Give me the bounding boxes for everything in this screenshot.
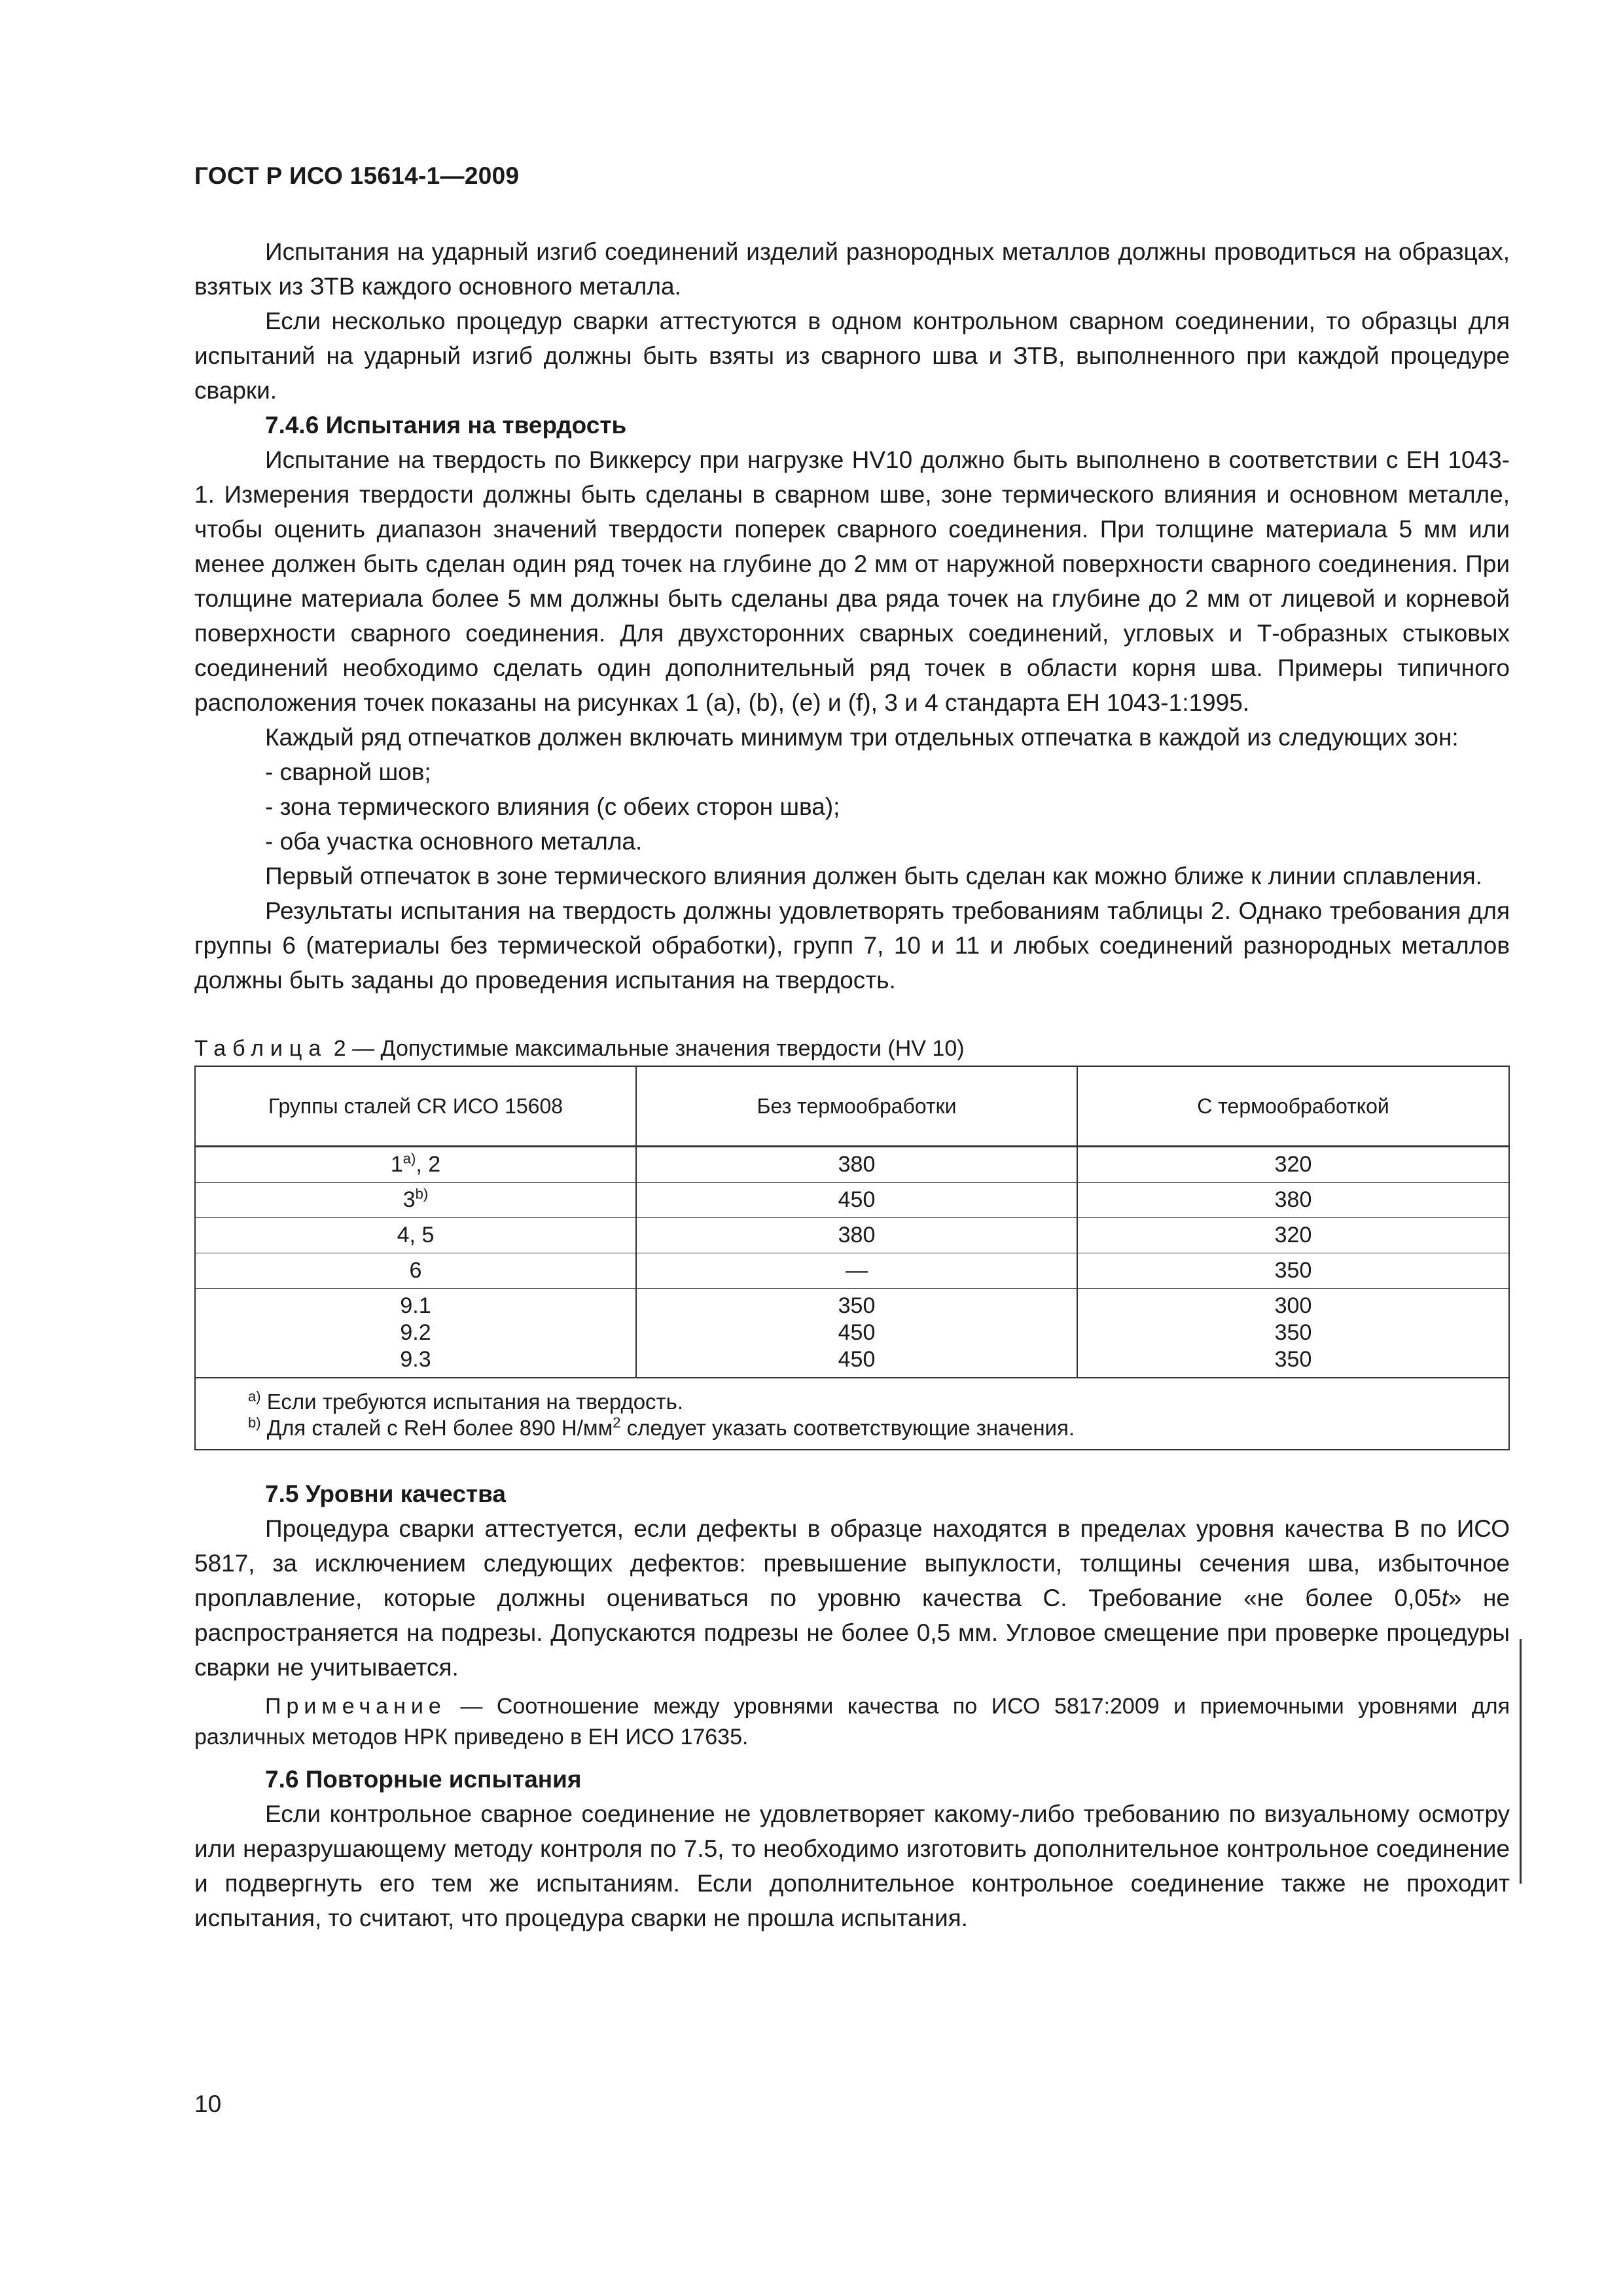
- table-header-row: [195, 1066, 1509, 1147]
- table-cell-without: 380: [636, 1218, 1077, 1253]
- table-cell-group: 6: [195, 1253, 636, 1289]
- table-caption-text: 2 — Допустимые максимальные значения твердости (HV 10): [327, 1036, 965, 1061]
- note-text: — Соотношение между уровнями качества по ИСО 5817:2009 и приемочными уровнями для различных методов НРК приведено в ЕН ИСО 17635.: [194, 1694, 1510, 1749]
- table-cell-without: 380: [636, 1147, 1077, 1183]
- section-heading-7-5: 7.5 Уровни качества: [265, 1480, 506, 1507]
- footnote: $^{a)}$ Если требуются испытания на твердость.: [248, 1388, 684, 1414]
- page-body: [194, 234, 1510, 1935]
- paragraph: Первый отпечаток в зоне термического влияния должен быть сделан как можно ближе к линии сплавления.: [265, 863, 1482, 889]
- paragraph: Процедура сварки аттестуется, если дефекты в образце находятся в пределах уровня качества В по ИСО 5817, за исключением следующих дефектов: превышение выпуклости, толщины сечения шва, избыточное проплавление, которые должны оцениваться по уровню качества С. Требование «не более 0,05t» не распространяется на подрезы. Допускаются подрезы не более 0,5 мм. Угловое смещение при проверке процедуры сварки не учитывается.: [194, 1515, 1510, 1681]
- table-cell-group: 3$^{b)}$: [195, 1183, 636, 1218]
- paragraph: Испытание на твердость по Виккерсу при нагрузке HV10 должно быть выполнено в соответствии с ЕН 1043-1. Измерения твердости должны быть сделаны в сварном шве, зоне термического влияния и основном металле, чтобы оценить диапазон значений твердости поперек сварного соединения. При толщине материала 5 мм или менее должен быть сделан один ряд точек на глубине до 2 мм от наружной поверхности сварного соединения. При толщине материала более 5 мм должны быть сделаны два ряда точек на глубине до 2 мм от лицевой и корневой поверхности сварного соединения. Для двухсторонних сварных соединений, угловых и Т-образных стыковых соединений необходимо сделать один дополнительный ряд точек в области корня шва. Примеры типичного расположения точек показаны на рисунках 1 (а), (b), (е) и (f), 3 и 4 стандарта ЕН 1043-1:1995.: [194, 446, 1510, 716]
- table-cell-with: 380: [1077, 1183, 1509, 1218]
- column-header-without-heat-treatment: Без термообработки: [636, 1066, 1077, 1147]
- note: [194, 1691, 1510, 1753]
- column-header-steel-groups: Группы сталей CR ИСО 15608: [195, 1066, 636, 1147]
- table-cell-group: 4, 5: [195, 1218, 636, 1253]
- paragraph: Результаты испытания на твердость должны удовлетворять требованиям таблицы 2. Однако требования для группы 6 (материалы без термической обработки), групп 7, 10 и 11 и любых соединений разнородных металлов должны быть заданы до проведения испытания на твердость.: [194, 897, 1510, 994]
- table-row: [195, 1253, 1509, 1289]
- table-cell-with: 320: [1077, 1147, 1509, 1183]
- hardness-table: [194, 1066, 1510, 1450]
- footnote: $^{b)}$ Для сталей с ReH более 890 $Н/мм^2$ следует указать соответствующие значения.: [248, 1414, 1075, 1440]
- section-heading-7-4-6: 7.4.6 Испытания на твердость: [265, 412, 627, 439]
- table-row: [195, 1289, 1509, 1378]
- table-cell-with: 320: [1077, 1218, 1509, 1253]
- table-cell-with: 350: [1077, 1253, 1509, 1289]
- list-item: - оба участка основного металла.: [265, 828, 643, 855]
- table-cell-without: —: [636, 1253, 1077, 1289]
- table-cell-without: 450: [636, 1183, 1077, 1218]
- table-cell-with: 300 350 350: [1077, 1289, 1509, 1378]
- paragraph: Если несколько процедур сварки аттестуются в одном контрольном сварном соединении, то образцы для испытаний на ударный изгиб должны быть взяты из сварного шва и ЗТВ, выполненного при каждой процедуре сварки.: [194, 308, 1510, 404]
- paragraph: Если контрольное сварное соединение не удовлетворяет какому-либо требованию по визуальному осмотру или неразрушающему методу контроля по 7.5, то необходимо изготовить дополнительное контрольное соединение и подвергнуть его тем же испытаниям. Если дополнительное контрольное соединение также не проходит испытания, то считают, что процедура сварки не прошла испытания.: [194, 1801, 1510, 1931]
- table-caption: [194, 1034, 1510, 1063]
- table-footnotes: [195, 1378, 1509, 1450]
- paragraph: Каждый ряд отпечатков должен включать минимум три отдельных отпечатка в каждой из следующих зон:: [265, 724, 1459, 751]
- table-cell-group: 1$^{a)}$, 2: [195, 1147, 636, 1183]
- table-row: [195, 1147, 1509, 1183]
- table-cell-without: 350 450 450: [636, 1289, 1077, 1378]
- list-item: - зона термического влияния (с обеих сторон шва);: [265, 793, 840, 820]
- note-label: Примечание: [265, 1694, 446, 1719]
- table-row: [195, 1183, 1509, 1218]
- table-footnotes-row: [195, 1378, 1509, 1450]
- document-code: ГОСТ Р ИСО 15614-1—2009: [194, 162, 520, 189]
- list-item: - сварной шов;: [265, 759, 431, 785]
- table-caption-label: Таблица: [194, 1036, 328, 1061]
- table-row: [195, 1218, 1509, 1253]
- section-heading-7-6: 7.6 Повторные испытания: [265, 1766, 582, 1793]
- page-number: 10: [194, 2090, 222, 2117]
- paragraph: Испытания на ударный изгиб соединений изделий разнородных металлов должны проводиться на образцах, взятых из ЗТВ каждого основного металла.: [194, 238, 1510, 300]
- change-marker-bar: [1520, 1639, 1522, 1884]
- column-header-with-heat-treatment: С термообработкой: [1077, 1066, 1509, 1147]
- table-cell-group: 9.1 9.2 9.3: [195, 1289, 636, 1378]
